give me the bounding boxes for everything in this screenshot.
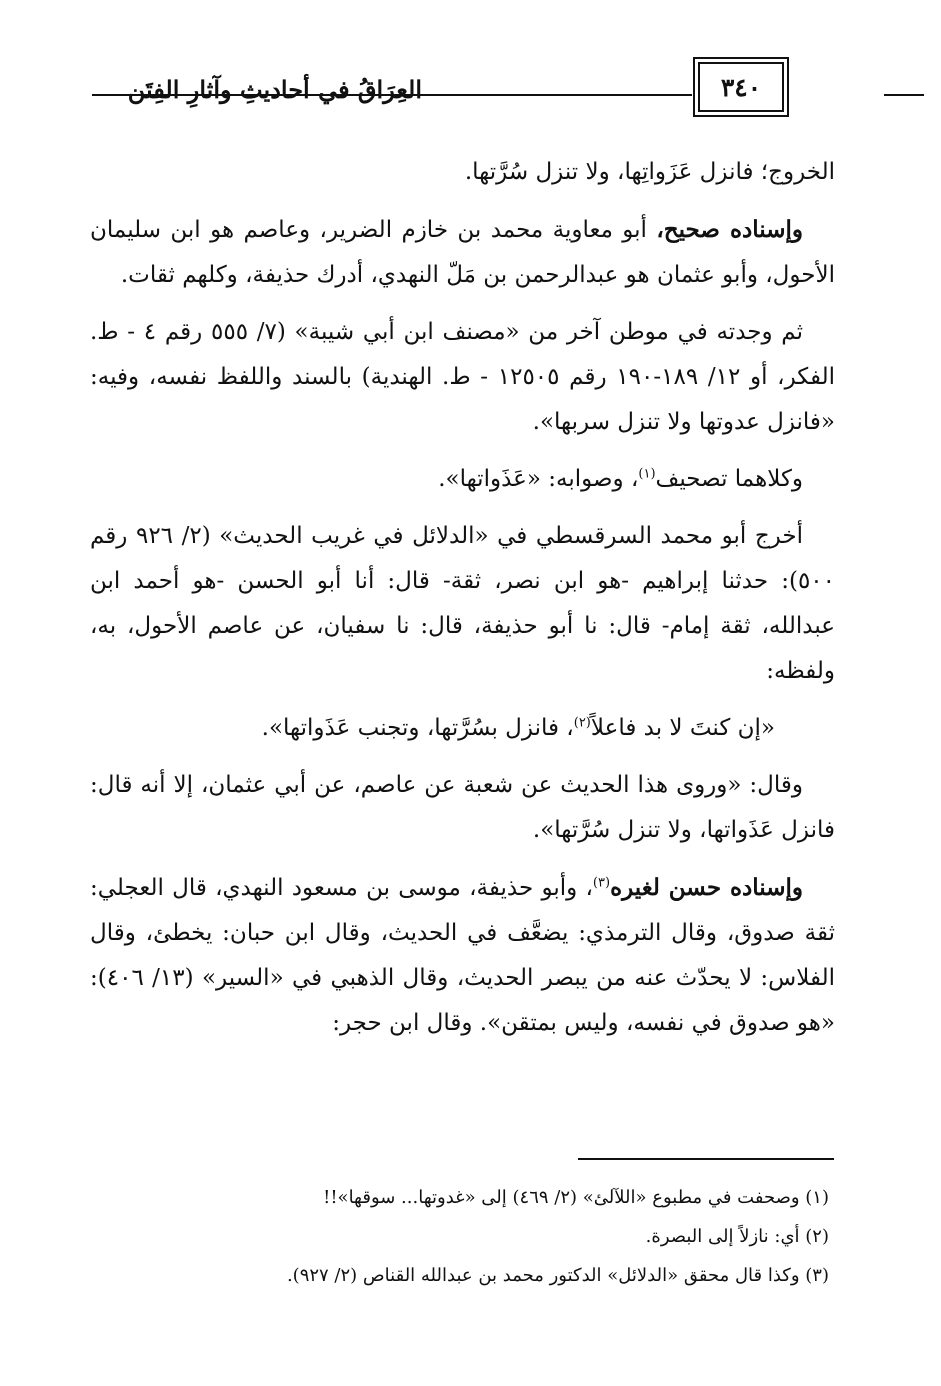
paragraph-5: أخرج أبو محمد السرقسطي في «الدلائل في غريب الحديث» (٢/ ٩٢٦ رقم ٥٠٠): حدثنا إبراهيم -هو ابن نصر، ثقة- قال: أنا أبو الحسن -هو أحمد ابن عبدالله، ثقة إمام- قال: نا أبو حذيفة، قال: نا سفيان، عن عاصم الأحول، به، ولفظه: — [90, 523, 835, 684]
paragraph-8-text: ، وأبو حذيفة، موسى بن مسعود النهدي، قال العجلي: ثقة صدوق، وقال الترمذي: يضعَّف في الحديث، وقال ابن حبان: يخطئ، وقال الفلاس: لا يحدّث عنه من يبصر الحديث، وقال الذهبي في «السير» (١٣/ ٤٠٦): «هو صدوق في نفسه، وليس بمتقن». وقال ابن حجر: — [90, 875, 836, 1036]
footnote-2: (٢) أي: نازلاً إلى البصرة. — [645, 1226, 829, 1247]
paragraph-2 — [90, 207, 835, 298]
main-text — [90, 150, 835, 1046]
paragraph-2-text: أبو معاوية محمد بن خازم الضرير، وعاصم هو ابن سليمان الأحول، وأبو عثمان هو عبدالرحمن بن مَلّ النهدي، أدرك حذيفة، وكلهم ثقات. — [90, 217, 835, 288]
paragraph-7: وقال: «وروى هذا الحديث عن شعبة عن عاصم، عن أبي عثمان، إلا أنه قال: فانزل عَذَواتها، ولا تنزل سُرَّتها». — [90, 772, 835, 843]
isnad-verdict: وإسناده صحيح، — [656, 216, 804, 243]
paragraph-4-text: وكلاهما تصحيف — [655, 466, 803, 492]
paragraph-8 — [90, 865, 835, 1046]
paragraph-4-tail: ، وصوابه: «عَذَواتها». — [438, 466, 639, 492]
paragraph-4 — [90, 457, 835, 502]
paragraph-1: الخروج؛ فانزل عَزَواتِها، ولا تنزل سُرَّتها. — [464, 159, 835, 185]
footnote-3: (٣) وكذا قال محقق «الدلائل» الدكتور محمد بن عبدالله القناص (٢/ ٩٢٧). — [286, 1265, 829, 1286]
footnote-ref-2[interactable]: (٢) — [573, 715, 591, 731]
quotation — [90, 706, 835, 751]
footnotes — [90, 1180, 835, 1297]
running-header — [92, 62, 832, 120]
header-rule-right — [884, 94, 924, 96]
isnad-verdict-2: وإسناده حسن لغيره — [610, 874, 803, 901]
quotation-text: «إن كنتَ لا بد فاعلاً — [590, 715, 775, 741]
quotation-tail: ، فانزل بسُرَّتها، وتجنب عَذَواتها». — [261, 715, 574, 741]
footnote-separator — [578, 1158, 834, 1160]
footnote-ref-3[interactable]: (٣) — [592, 875, 611, 891]
running-title: العِرَاقُ في أحاديثِ وآثارِ الفِتَن — [127, 75, 422, 104]
page-number: ٣٤٠ — [698, 62, 784, 112]
footnote-ref-1[interactable]: (١) — [638, 466, 656, 482]
footnote-1: (١) وصحفت في مطبوع «اللآلئ» (٢/ ٤٦٩) إلى «غدوتها... سوقها»!! — [323, 1187, 829, 1208]
paragraph-3: ثم وجدته في موطن آخر من «مصنف ابن أبي شيبة» (٧/ ٥٥٥ رقم ٤ - ط. الفكر، أو ١٢/ ١٨٩-١٩٠ رقم ١٢٥٠٥ - ط. الهندية) بالسند واللفظ نفسه، وفيه: «فانزل عدوتها ولا تنزل سربها». — [90, 319, 835, 435]
